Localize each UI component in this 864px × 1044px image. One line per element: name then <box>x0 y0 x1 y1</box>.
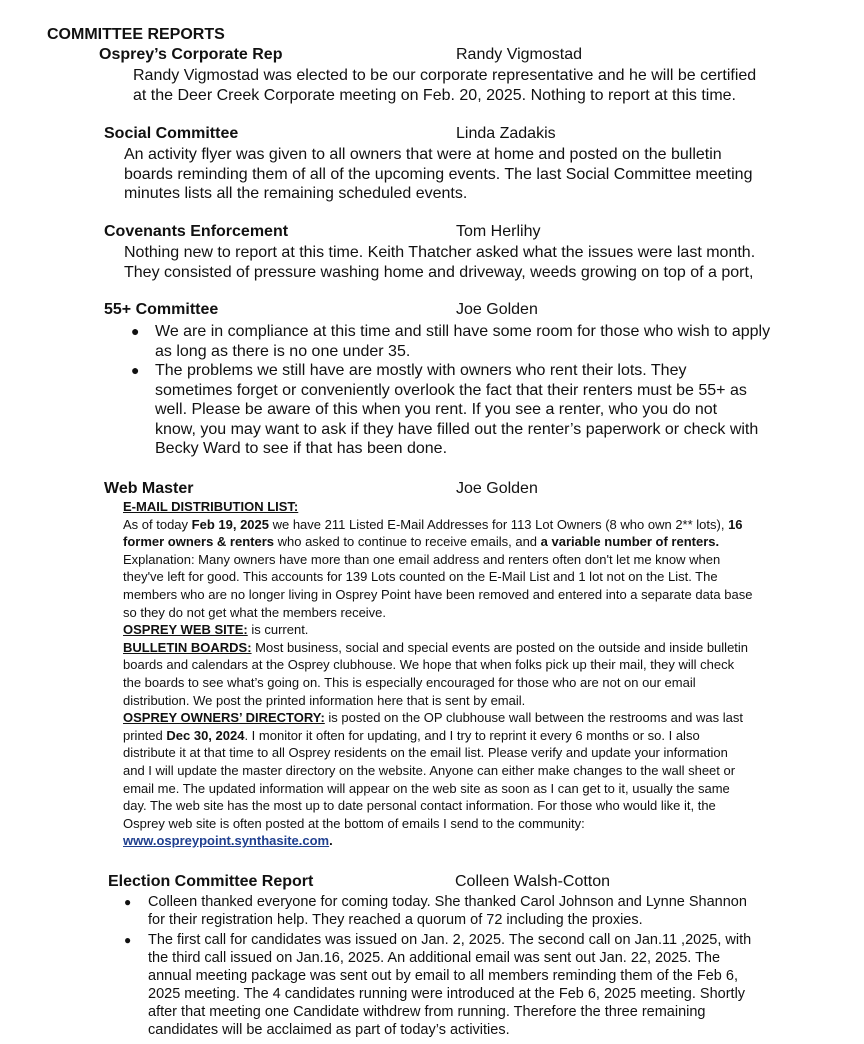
bullet-icon: ● <box>124 895 132 909</box>
fiftyfive-bullet-1: We are in compliance at this time and still have some room for those who wish to apply as long as there is no one under 35. <box>155 323 771 360</box>
corporate-rep-name: Randy Vigmostad <box>456 46 582 63</box>
corporate-rep-text: Randy Vigmostad was elected to be our corporate representative and he will be certified at the Deer Creek Corporate meeting on Feb. 20, 2025. Nothing to report at this time. <box>133 67 757 104</box>
bullet-icon: ● <box>131 362 140 378</box>
fiftyfive-name: Joe Golden <box>456 301 538 318</box>
covenants-title: Covenants Enforcement <box>104 223 289 240</box>
web-site-heading: OSPREY WEB SITE: <box>123 622 248 638</box>
covenants-name: Tom Herlihy <box>456 223 541 240</box>
page-heading: COMMITTEE REPORTS <box>47 26 225 43</box>
bullet-icon: ● <box>124 933 132 947</box>
corporate-rep-title: Osprey’s Corporate Rep <box>99 46 283 63</box>
fiftyfive-bullet-2: The problems we still have are mostly with owners who rent their lots. They sometimes forget or conveniently overlook the fact that their renters must be 55+ as well. Please be aware of this when you rent. If you see a renter, who you do not know, you may want to ask if they have filled out the renter’s paperwork or check with Becky Ward to see if that has been done. <box>155 362 759 457</box>
election-name: Colleen Walsh-Cotton <box>455 873 611 890</box>
social-name: Linda Zadakis <box>456 125 556 142</box>
covenants-text: Nothing new to report at this time. Keith Thatcher asked what the issues were last month. They consisted of pressure washing home and driveway, weeds growing on top of a port, <box>124 244 756 281</box>
social-title: Social Committee <box>104 125 239 142</box>
webmaster-body: E-MAIL DISTRIBUTION LIST: As of today Feb 19, 2025 we have 211 Listed E-Mail Addresses for 113 Lot Owners (8 who own 2** lots), 16 former owners & renters who asked to continue to receive emails, and a variable number of renters. Explanation: Many owners have more than one email address and renters often don't let me know when they've left for good. This accounts for 139 Lots counted on the E-Mail List and 1 lot not on the List. The members who are no longer living in Osprey Point have been removed and entered into a separate data base so they do not get what the members receive. OSPREY WEB SITE: is current. BULLETIN BOARDS: Most business, social and special events are posted on the outside and inside bulletin boards and calendars at the Osprey clubhouse. We hope that when folks pick up their mail, they will check the boards to see what’s going on. This is especially encouraged for those who are not on our email distribution. We post the printed information here that is sent by email. OSPREY OWNERS’ DIRECTORY: is posted on the OP clubhouse wall between the restrooms and was last printed Dec 30, 2024. I monitor it often for updating, and I try to reprint it every 6 months or so. I also distribute it at that time to all Osprey residents on the email list. Please verify and update your information and I will update the master directory on the website. Anyone can either make changes to the wall sheet or email me. The updated information will appear on the web site as soon as I can get to it, usually the same day. The web site has the most up to date personal contact information. For those who would like it, the Osprey web site is often posted at the bottom of emails I send to the community: www.ospreypoint.synthasite.com. <box>123 499 753 849</box>
social-text: An activity flyer was given to all owners that were at home and posted on the bulletin boards reminding them of all of the upcoming events. The last Social Committee meeting minutes lists all the remaining scheduled events. <box>124 146 753 202</box>
bulletin-boards-heading: BULLETIN BOARDS: <box>123 639 252 655</box>
email-list-heading: E-MAIL DISTRIBUTION LIST: <box>123 499 299 514</box>
directory-heading: OSPREY OWNERS’ DIRECTORY: <box>123 710 325 726</box>
fiftyfive-title: 55+ Committee <box>104 301 219 318</box>
bullet-icon: ● <box>131 323 140 339</box>
election-bullet-2: The first call for candidates was issued on Jan. 2, 2025. The second call on Jan.11 ,2025, with the third call issued on Jan.16, 2025. An additional email was sent out Jan. 22, 2025. The annual meeting package was sent out by email to all members reminding them of the Feb 6, 2025 meeting. The 4 candidates running were introduced at the Feb 6, 2025 meeting. Shortly after that meeting one Candidate withdrew from running. Therefore the three remaining candidates will be acclaimed as part of today’s activities. <box>148 932 752 1038</box>
osprey-website-link[interactable]: www.ospreypoint.synthasite.com <box>123 833 330 849</box>
webmaster-name: Joe Golden <box>456 480 538 497</box>
election-bullet-1: Colleen thanked everyone for coming today. She thanked Carol Johnson and Lynne Shannon for their registration help. They reached a quorum of 72 including the proxies. <box>148 894 747 928</box>
election-title: Election Committee Report <box>108 873 314 890</box>
webmaster-title: Web Master <box>104 480 194 497</box>
